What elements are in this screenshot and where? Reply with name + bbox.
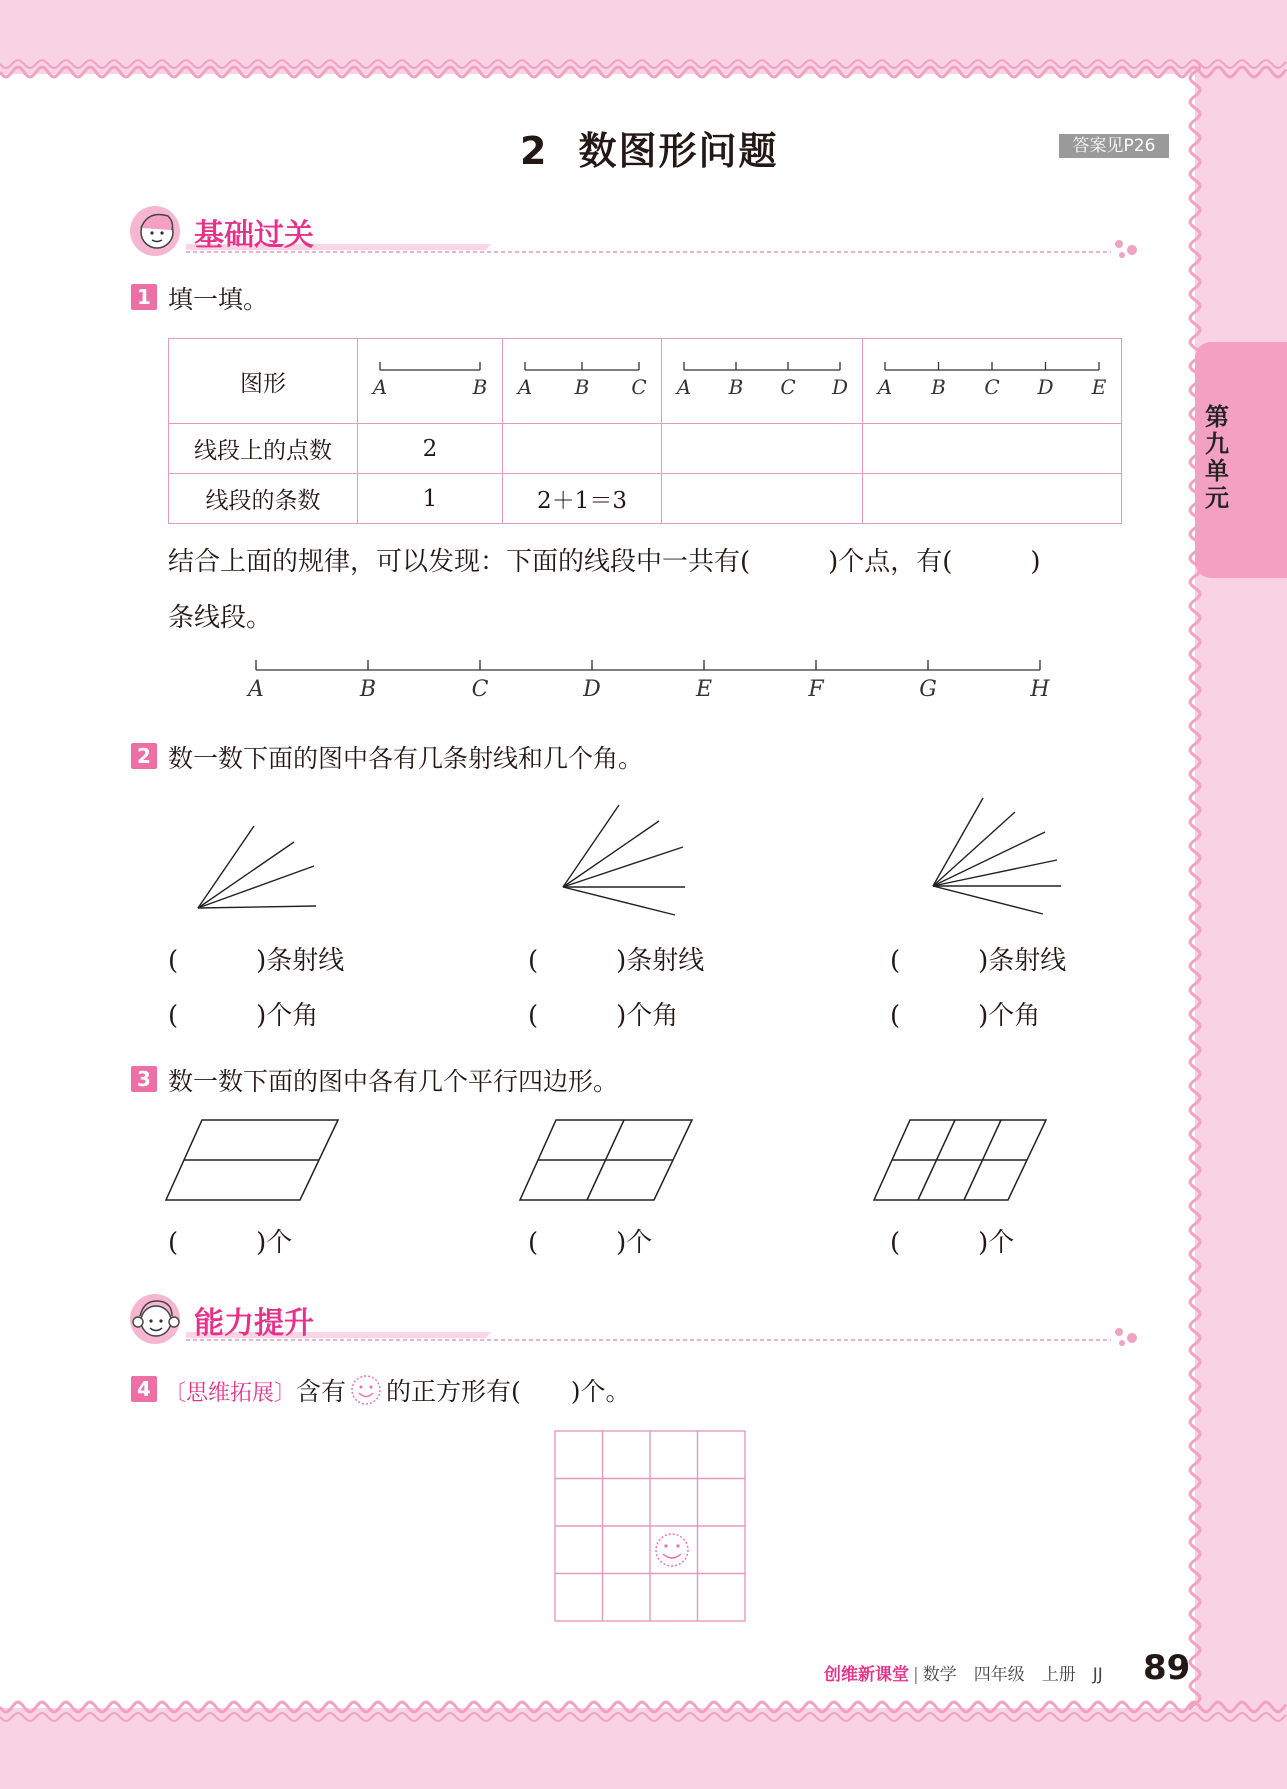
section-divider-line [186,1292,1186,1352]
grid-smiley-icon [656,1534,688,1566]
section-advanced-header [128,1292,1188,1352]
segments-cell[interactable] [662,474,863,524]
segment-figure-abcde [863,339,1121,417]
question-4-text [164,1372,631,1408]
thinking-extension-tag: 〔思维拓展〕 [164,1381,297,1406]
figure-cell-2-points [358,339,503,424]
question-2-instruction: 数一数下面的图中各有几条射线和几个角。 [168,744,644,773]
table-row-points [169,424,1122,474]
parallelogram-answer-2[interactable]: ( )个 [528,1228,653,1258]
row-header-segments: 线段的条数 [169,474,358,524]
segment-point-label: C [471,677,489,702]
angles-answer-1[interactable]: ( )个角 [168,1001,319,1031]
page-title [520,120,778,175]
girl-mascot-icon [128,204,184,258]
segment-point-label: B [931,375,946,399]
right-wave-border [1185,60,1205,1710]
segment-figure-ab [358,339,502,417]
segment-point-label: A [248,677,264,702]
segments-cell: 2＋1＝3 [503,474,662,524]
question-4-number: 4 [131,1376,157,1402]
footer-subject-grade: 数学 四年级 上册 JJ [922,1665,1103,1685]
segment-point-label: B [728,375,744,399]
question-1-number: 1 [131,284,157,310]
figure-cell-4-points [662,339,863,424]
footer-info: 创维新课堂 | 数学 四年级 上册 JJ [824,1665,1103,1685]
rays-answer-3[interactable]: ( )条射线 [890,946,1067,976]
boy-mascot-icon [128,1292,184,1346]
segment-point-label: C [780,375,796,399]
lesson-title: 数图形问题 [578,129,779,173]
segment-point-label: B [472,375,488,399]
section-basic-title: 基础过关 [194,218,314,253]
rays-figure-4 [190,790,330,920]
segment-point-label: E [695,677,713,702]
question-1-conclusion-line2: 条线段。 [168,603,273,633]
segment-point-label: B [359,677,377,702]
segment-point-label: F [808,677,824,702]
points-cell: 2 [358,424,503,474]
points-cell[interactable] [662,424,863,474]
section-divider-line [186,204,1186,264]
segment-point-label: D [1037,375,1054,399]
segment-point-label: D [831,375,849,399]
question-3-number: 3 [131,1066,157,1092]
smiley-icon [348,1374,384,1406]
answer-reference-badge: 答案见P26 [1059,134,1169,158]
rays-answer-1[interactable]: ( )条射线 [168,946,345,976]
figure-cell-5-points [863,339,1122,424]
segment-point-label: C [984,375,1000,399]
question-2-number: 2 [131,743,157,769]
parallelogram-answer-1[interactable]: ( )个 [168,1228,293,1258]
parallelogram-figure-3 [872,1116,1052,1206]
square-grid-with-smiley [554,1430,748,1624]
question-3-instruction: 数一数下面的图中各有几个平行四边形。 [168,1067,619,1096]
points-cell[interactable] [503,424,662,474]
parallelogram-figure-2 [518,1116,698,1206]
row-header-figure: 图形 [169,339,358,424]
segment-point-label: A [517,375,533,399]
question-1-instruction: 填一填。 [168,285,269,314]
unit-side-tab-label: 第九单元 [1205,403,1229,512]
segment-point-label: G [919,677,937,702]
figure-cell-3-points [503,339,662,424]
angles-answer-2[interactable]: ( )个角 [528,1001,679,1031]
segment-point-label: H [1030,677,1050,702]
table-row-segments [169,474,1122,524]
rays-figure-5 [555,795,705,925]
segment-point-label: C [631,375,647,399]
rays-figure-6 [925,792,1075,922]
question-4-text-after: 的正方形有( )个。 [386,1377,631,1406]
page-number: 89 [1143,1648,1191,1688]
row-header-points: 线段上的点数 [169,424,358,474]
section-advanced-title: 能力提升 [194,1306,314,1341]
question-1-conclusion-line1: 结合上面的规律，可以发现：下面的线段中一共有( )个点，有( ) [168,547,1041,577]
points-cell[interactable] [863,424,1122,474]
segment-point-label: D [583,677,601,702]
segment-figure-abcd [662,339,862,417]
segment-point-label: A [676,375,692,399]
section-basic-header [128,204,1188,264]
long-segment-a-to-h [240,650,1070,706]
parallelogram-figure-1 [164,1116,344,1206]
segment-point-label: B [574,375,590,399]
parallelogram-answer-3[interactable]: ( )个 [890,1228,1015,1258]
segment-figure-abc [503,339,661,417]
table-row-figure [169,339,1122,424]
segment-point-label: A [877,375,893,399]
top-wave-border [0,56,1287,86]
rays-answer-2[interactable]: ( )条射线 [528,946,705,976]
question-4-text-before: 含有 [296,1377,347,1406]
segment-point-label: E [1091,375,1107,399]
lesson-number: 2 [520,129,549,173]
segments-cell: 1 [358,474,503,524]
segment-count-table [168,338,1122,524]
segments-cell[interactable] [863,474,1122,524]
angles-answer-3[interactable]: ( )个角 [890,1001,1041,1031]
footer-brand: 创维新课堂 [824,1665,909,1685]
segment-point-label: A [372,375,388,399]
bottom-wave-border [0,1695,1287,1725]
